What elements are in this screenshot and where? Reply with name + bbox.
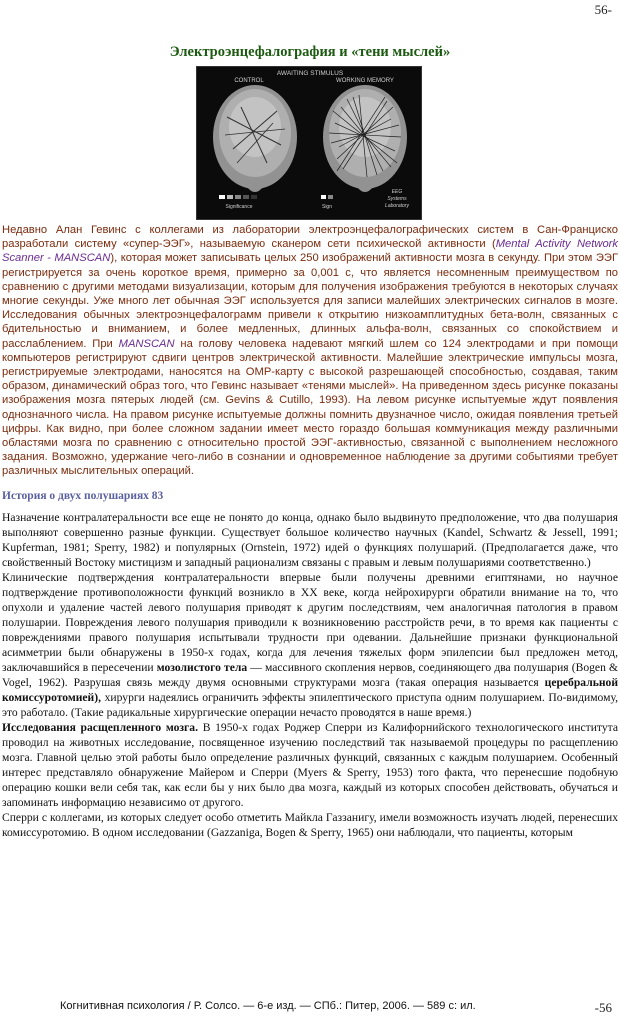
box-text-part-2: ), которая может записывать целых 250 изображений активности мозга в секунду. При этом ЭЭГ регистрируется за очень короткое время, примерно за 0,001 с, что является несомненным преимуществом по сравнению с другими методами визуализации, которым для получения изображения требуются в некоторых случаях многие секунды. Уже много лет обычная ЭЭГ используется для записи малейших электрических сигналов в мозге. Исследования обычных электроэнцефалограмм привели к открытию низкоамплитудных бета-волн, связанных с бдительностью и вниманием, и более медленных, длинных альфа-волн, связанных со спокойствием и расслаблением. При	[2, 252, 619, 350]
paragraph-4: Сперри с коллегами, из которых следует особо отметить Майкла Газзанигу, имели возможность изучать людей, перенесших комиссуротомию. В одном исследовании (Gazzaniga, Bogen & Sperry, 1965) они наблюдали, что пациенты, которым	[2, 811, 618, 839]
page-number-bottom: -56	[594, 1000, 612, 1015]
figure-label-control: CONTROL	[234, 78, 264, 84]
box-text-part-1: Недавно Алан Гевинс с коллегами из лаборатории электроэнцефалографических систем в Сан-Франциско разработали систему «супер-ЭЭГ», называемую сканером сети психической активности (	[2, 224, 618, 251]
paragraph-2: Клинические подтверждения контралатеральности впервые были получены древними египтянами, но научное подтверждение противоположности функций возникло в XX веке, когда нейрохирурги обратили внимание на то, что опухоли и удаление частей левого полушария приводят к другим последствиям, чем аналогичная патология в правом полушарии. Повреждения левого полушария приводили к возникновению расстройств речи, в то время как пациенты с повреждениями правого полушария испытывали трудности при одевании. Дальнейшие признаки функциональной асимметрии были обнаружены в 1950-х годах, когда для лечения тяжелых форм эпилепсии был предложен метод, заключавшийся в пересечении мозолистого тела — массивного скопления нервов, соединяющего два полушария (Bogen & Vogel, 1962). Разрушая связь между двумя основными структурами мозга (такая операция называется церебральной комиссуротомией), хирурги надеялись ограничить эффекты эпилептического приступа одним полушарием. По-видимому, это работало. (Такие радикальные хирургические операции нечасто проводятся в наше время.)	[2, 571, 618, 719]
eeg-figure-image	[197, 67, 422, 220]
eeg-figure	[196, 66, 422, 220]
lab-line-1: EEG	[391, 189, 403, 195]
page-number-top: 56-	[594, 2, 612, 17]
term-corpus-callosum: мозолистого тела	[156, 661, 248, 674]
figure-label-working-memory: WORKING MEMORY	[336, 78, 394, 84]
paragraph-1: Назначение контралатеральности все еще не понято до конца, однако было выдвинуто предположение, что два полушария выполняют совершенно разные функции. Существует большое количество научных (Kandel, Schwartz & Jessell, 1991; Kupferman, 1981; Sperry, 1982) и популярных (Ornstein, 1972) идей о функциях полушарий. (Предполагается даже, что свойственный Востоку мистицизм и западный рационализм связаны с правым и левым полушариями соответственно.)	[2, 511, 618, 569]
body-text	[2, 510, 618, 840]
term-commissurotomy: церебральной комиссуротомией),	[2, 676, 618, 704]
box-text-part-3: на голову человека надевают мягкий шлем со 124 электродами и при помощи компьютеров регистрируют сдвиги центров электрической активности. Малейшие электрические импульсы мозга, регистрируемые электродами, наносятся на ОМР-карту с высокой разрешающей способностью, создавая, таким образом, динамический образ того, что Гевинс называет «тенями мыслей». На приведенном здесь рисунке показаны изображения мозга пятерых людей (см. Gevins & Cutillo, 1993). На левом рисунке испытуемые ждут появления однозначного числа. На правом рисунке испытуемые должны помнить двузначное число, ожидая появления третьей цифры. Как видно, при более сложном задании имеет место гораздо большая коммуникация между различными областями мозга по сравнению с относительно простой ЭЭГ-активностью, связанной с выполнением несложного задания. Возможно, удержание чего-либо в сознании и одновременное наблюдение за другими событиями требует различных мыслительных операций.	[2, 337, 618, 478]
box-title: Электроэнцефалография и «тени мыслей»	[169, 44, 451, 60]
box-paragraph	[2, 223, 618, 479]
paragraph-3: Исследования расщепленного мозга. В 1950-х годах Роджер Сперри из Калифорнийского технологического института проводил на животных исследование, посвященное изучению последствий так называемой процедуры по расщеплению мозга. Главной целью этой работы было определение различных функций, связанных с каждым полушарием. Особенный интерес представляло обнаружение Майером и Сперри (Myers & Sperry, 1953) того факта, что перенесшие подобную операцию кошки вели себя так, как если бы у них было два мозга, каждый из которых способен действовать, обучаться и запоминать информацию независимо от другого.	[2, 721, 618, 809]
legend-sign: Sign	[321, 204, 333, 210]
section-heading: История о двух полушариях 83	[2, 490, 164, 502]
brand-manscan-full: Mental Activity Network Scanner - MANSCAN	[2, 238, 618, 265]
lab-line-2: Systems	[387, 196, 407, 202]
footer-citation: Когнитивная психология / Р. Солсо. — 6-е изд. — СПб.: Питер, 2006. — 589 с: ил.	[60, 1000, 476, 1012]
figure-heading: AWAITING STIMULUS	[276, 70, 344, 77]
subheading-split-brain: Исследования расщепленного мозга.	[2, 721, 198, 734]
legend-significance: Significance	[225, 204, 253, 210]
lab-line-3: Laboratory	[385, 203, 409, 209]
brand-manscan: MANSCAN	[118, 337, 175, 350]
